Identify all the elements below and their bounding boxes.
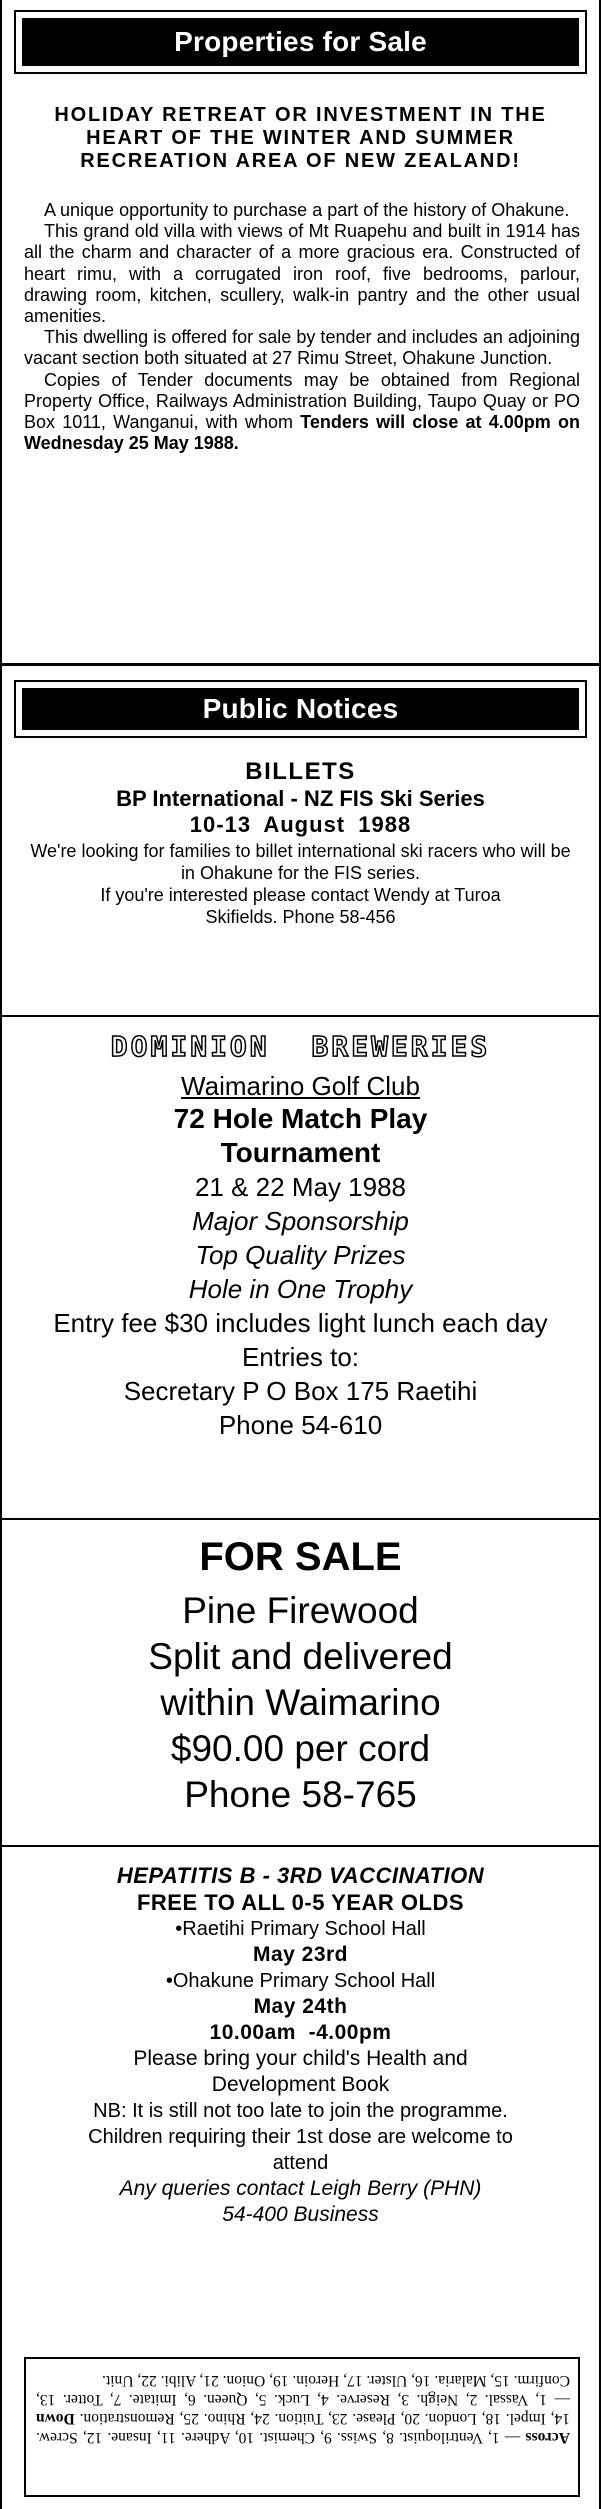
hepatitis-date-2: May 24th <box>253 1995 348 2018</box>
properties-headline: HOLIDAY RETREAT OR INVESTMENT IN THE HEART OF THE WINTER AND SUMMER RECREATION AREA OF NEW ZEALAND! <box>54 104 547 172</box>
across-label: Across <box>525 2429 570 2446</box>
golf-club-name: Waimarino Golf Club <box>181 1071 420 1101</box>
hepatitis-bring-book: Please bring your child's Health and Development Book <box>133 2047 468 2096</box>
golf-dates: 21 & 22 May 1988 <box>194 1172 407 1202</box>
firewood-title: FOR SALE <box>199 1535 402 1579</box>
properties-body <box>24 200 580 454</box>
hepatitis-business-phone: 54-400 Business <box>222 2203 379 2226</box>
golf-secretary-address: Secretary P O Box 175 Raetihi <box>123 1376 478 1406</box>
properties-para-4 <box>24 370 580 455</box>
firewood-line-2: Split and delivered <box>148 1636 453 1677</box>
tender-close-notice: Tenders will close at 4.00pm on Wednesday 25 May 1988. <box>24 412 580 454</box>
down-answers: — 1, Vassal. 2, Neigh. 3, Reserve. 4, Luck. 5, Queen. 6, Imitate. 7, Totter. 13, Confirm. 15, Malaria. 16, Ulster. 17, Heroin. 19, Onion. 21, Alibi. 22, Unit. <box>36 2372 570 2408</box>
billets-body: We're looking for families to billet international ski racers who will be in Ohakune for the FIS series. <box>30 841 571 883</box>
hepatitis-nb: NB: It is still not too late to join the programme. Children requiring their 1st dose are welcome to attend <box>88 2100 513 2174</box>
billets-subtitle: BP International - NZ FIS Ski Series <box>116 786 485 811</box>
firewood-line-1: Pine Firewood <box>182 1590 419 1631</box>
golf-event-line-2: Tournament <box>220 1137 381 1168</box>
billets-notice <box>2 758 599 958</box>
golf-prizes: Top Quality Prizes <box>195 1240 406 1270</box>
golf-phone: Phone 54-610 <box>218 1410 383 1440</box>
crossword-solution-text <box>36 2371 570 2447</box>
divider <box>2 1015 599 1017</box>
golf-tournament-notice <box>2 1030 599 1500</box>
hepatitis-vaccination-notice <box>2 1862 599 2342</box>
golf-event-line-1: 72 Hole Match Play <box>173 1103 428 1134</box>
properties-banner-title: Properties for Sale <box>22 18 579 66</box>
hepatitis-venue-1: •Raetihi Primary School Hall <box>175 1918 426 1940</box>
properties-banner <box>14 10 587 74</box>
down-label: Down <box>35 2410 75 2427</box>
dominion-breweries-logo: DOMINION BREWERIES <box>110 1030 491 1063</box>
divider <box>2 663 599 666</box>
public-notices-banner <box>14 680 587 738</box>
firewood-phone: Phone 58-765 <box>184 1774 417 1815</box>
properties-para-1: A unique opportunity to purchase a part of the history of Ohakune. <box>44 200 570 220</box>
firewood-line-3: within Waimarino <box>160 1682 441 1723</box>
public-notices-banner-title: Public Notices <box>22 688 579 730</box>
golf-entries-label: Entries to: <box>241 1342 360 1372</box>
hepatitis-queries: Any queries contact Leigh Berry (PHN) <box>119 2177 482 2200</box>
hepatitis-time: 10.00am -4.00pm <box>209 2021 392 2044</box>
divider <box>2 1845 599 1847</box>
properties-para-4-text: Copies of Tender documents may be obtained from Regional Property Office, Railways Administration Building, Taupo Quay or PO Box 1011, Wanganui, with whom <box>24 369 580 433</box>
golf-entry-fee: Entry fee $30 includes light lunch each day <box>53 1308 548 1338</box>
billets-contact: If you're interested please contact Wendy at Turoa Skifields. Phone 58-456 <box>100 885 501 927</box>
hepatitis-title: HEPATITIS B - 3RD VACCINATION <box>116 1863 485 1888</box>
hepatitis-venue-2: •Ohakune Primary School Hall <box>165 1970 436 1992</box>
golf-trophy: Hole in One Trophy <box>188 1274 413 1304</box>
hepatitis-date-1: May 23rd <box>252 1943 349 1966</box>
across-answers: — 1, Ventriloquist. 8, Swiss. 9, Chemist. 10, Adhere. 11, Insane. 12, Screw. 14, Impel. 18, London. 20, Please. 23, Tuition. 24, Rhino. 25, Remonstration. <box>36 2410 570 2446</box>
billets-title: BILLETS <box>245 758 356 785</box>
hepatitis-subtitle: FREE TO ALL 0-5 YEAR OLDS <box>136 1890 465 1915</box>
firewood-price: $90.00 per cord <box>170 1728 431 1769</box>
billets-dates: 10-13 August 1988 <box>189 812 412 837</box>
crossword-solution-box <box>24 2357 580 2497</box>
golf-sponsorship: Major Sponsorship <box>192 1206 409 1236</box>
firewood-for-sale-notice <box>2 1532 599 1832</box>
properties-para-3: This dwelling is offered for sale by tender and includes an adjoining vacant section both situated at 27 Rimu Street, Ohakune Junction. <box>24 327 580 369</box>
divider <box>2 1518 599 1520</box>
properties-para-2: This grand old villa with views of Mt Ruapehu and built in 1914 has all the charm and character of a more gracious era. Constructed of heart rimu, with a corrugated iron roof, five bedrooms, parlour, drawing room, kitchen, scullery, walk-in pantry and the other usual amenities. <box>24 221 580 327</box>
